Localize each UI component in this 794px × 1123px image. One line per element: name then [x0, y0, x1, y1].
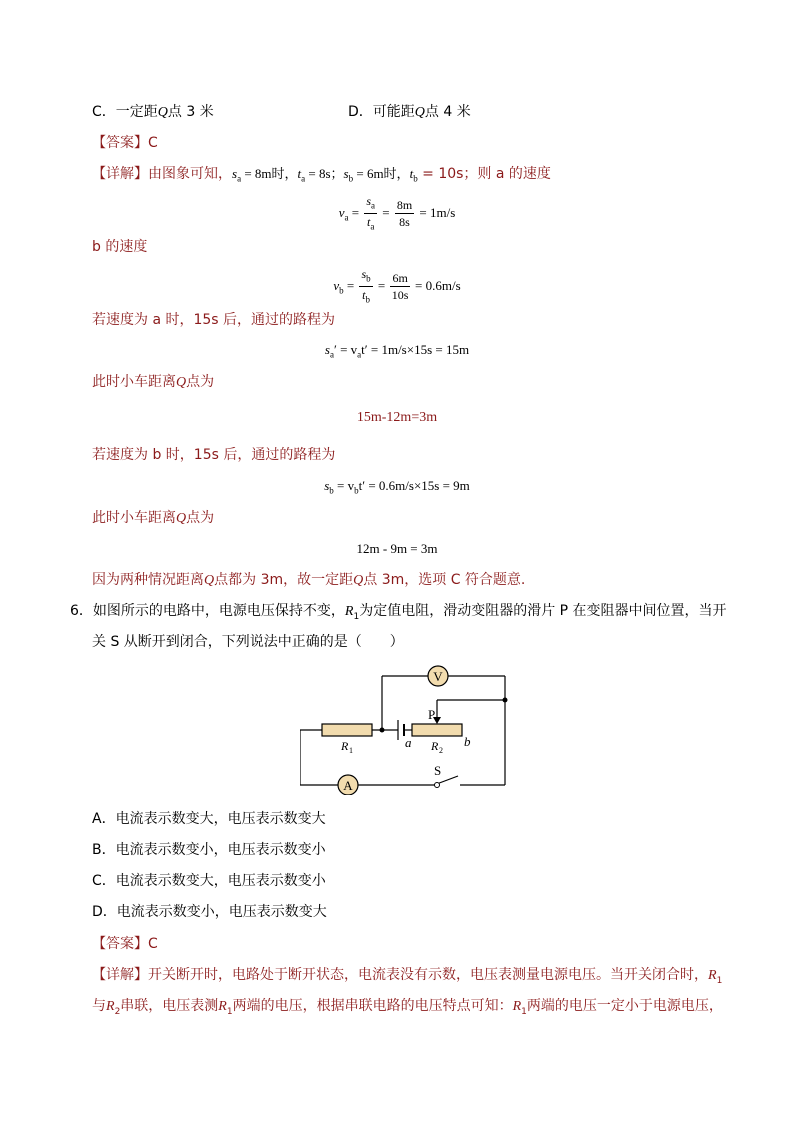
option-c: C．一定距Q点 3 米 — [92, 104, 214, 120]
conclusion: 因为两种情况距离Q点都为 3m，故一定距Q点 3m，选项 C 符合题意. — [92, 572, 526, 588]
option-d: D．可能距Q点 4 米 — [348, 104, 471, 120]
terminal-b-label: b — [464, 734, 471, 749]
terminal-a-label: a — [405, 735, 412, 750]
option-b: B．电流表示数变小，电压表示数变小 — [92, 842, 326, 858]
case-b-text: 若速度为 b 时，15s 后，通过的路程为 — [92, 447, 336, 463]
r1-label: R — [341, 739, 349, 753]
dist-a-eq: 15m-12m=3m — [356, 410, 438, 425]
case-a-text: 若速度为 a 时，15s 后，通过的路程为 — [92, 312, 336, 328]
r2-sub: 2 — [439, 746, 443, 755]
sa-formula: $s_a' = v_at' = 1m/s\times 15s = 15m$ — [324, 342, 470, 360]
r2-label: R — [431, 739, 439, 753]
option-d-q6: D．电流表示数变小，电压表示数变大 — [92, 904, 327, 920]
circuit-diagram — [300, 660, 520, 795]
detail-2-line-2: 与$R_2$串联，电压表测$R_1$两端的电压，根据串联电路的电压特点可知：$R_1$两端的电压一定小于电源电压， — [92, 998, 723, 1017]
question-6-line-2: 关 S 从断开到闭合，下列说法中正确的是（ ） — [92, 634, 404, 650]
dist-b-eq: 12m - 9m = 3m — [356, 541, 438, 556]
answer-2: 【答案】C — [92, 936, 158, 952]
b-speed-label: b 的速度 — [92, 239, 148, 255]
voltmeter-label: V — [433, 669, 443, 684]
vb-formula: $v_b$ = $\frac{s_b}{t_b}$ = $\frac{6m}{10s}$ = 0.6m/s — [333, 267, 461, 305]
junction-left — [380, 728, 385, 733]
question-6-line-1: 6．如图所示的电路中，电源电压保持不变，$R_1$为定值电阻，滑动变阻器的滑片 P 在变阻器中间位置，当开 — [70, 603, 727, 622]
option-a: A．电流表示数变大，电压表示数变大 — [92, 811, 326, 827]
switch-label: S — [434, 763, 442, 778]
resistor-r2 — [412, 724, 462, 736]
dist-a-label: 此时小车距离Q点为 — [92, 374, 215, 390]
detail-2-line-1: 【详解】开关断开时，电路处于断开状态，电流表没有示数，电压表测量电源电压。当开关闭合时，$R_1$ — [92, 967, 723, 986]
sb-formula: $s_b = v_bt' = 0.6m/s\times 15s = 9m$ — [324, 478, 470, 496]
junction-right — [503, 698, 508, 703]
slider-label: P — [428, 707, 436, 722]
option-c-q6: C．电流表示数变大，电压表示数变小 — [92, 873, 326, 889]
r1-sub: 1 — [349, 746, 353, 755]
va-formula: $v_a$ = $\frac{s_a}{t_a}$ = $\frac{8m}{8s}$ = 1m/s — [338, 194, 456, 232]
dist-b-label: 此时小车距离Q点为 — [92, 510, 215, 526]
resistor-r1 — [322, 724, 372, 736]
detail-1-intro: 【详解】由图象可知，$s_a = 8m$时，$t_a = 8s$；$s_b = 6m$时，$t_b = 10s$；则 a 的速度 — [92, 166, 551, 184]
ammeter-label: A — [343, 778, 353, 793]
switch-terminal — [435, 783, 440, 788]
answer-1: 【答案】C — [92, 135, 158, 151]
